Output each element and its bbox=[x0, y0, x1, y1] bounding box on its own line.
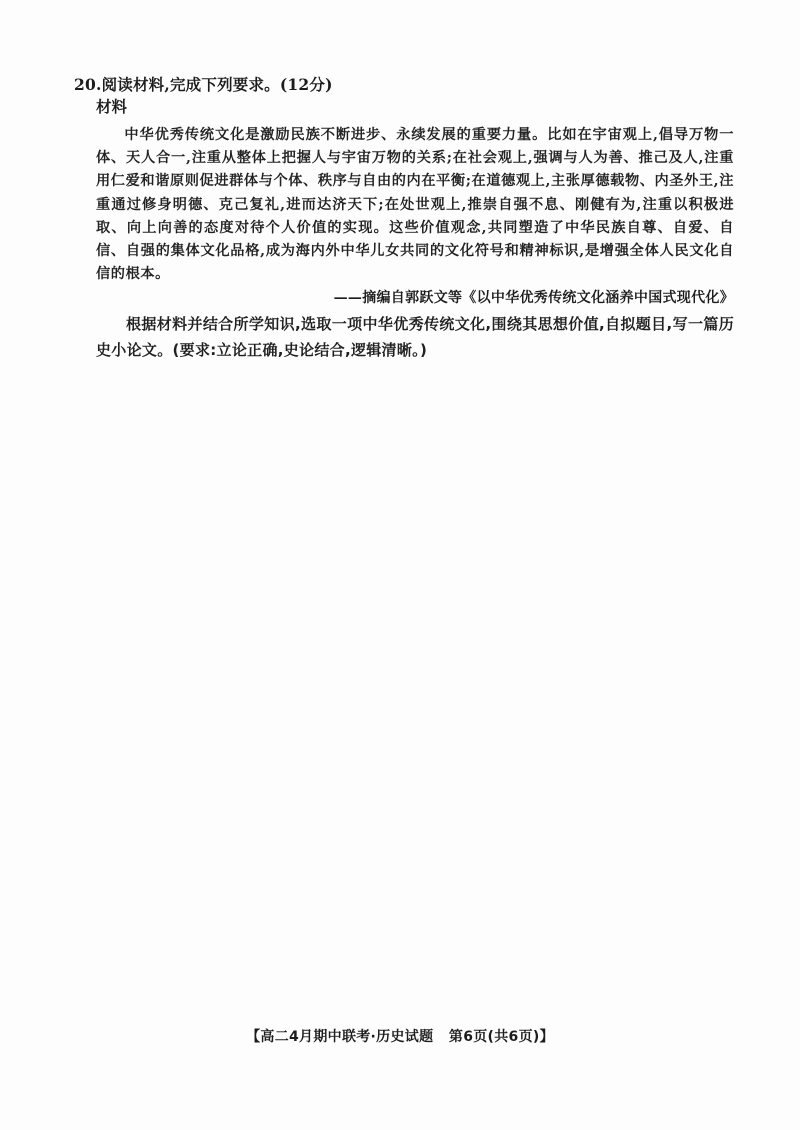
footer-text: 【高二4月期中联考·历史试题 第6页(共6页)】 bbox=[246, 1029, 554, 1045]
material-source: ——摘编自郭跃文等《以中华优秀传统文化涵养中国式现代化》 bbox=[333, 290, 734, 307]
page-footer bbox=[0, 1026, 800, 1046]
question-20 bbox=[74, 74, 734, 363]
question-header: 20.阅读材料,完成下列要求。(12分) bbox=[74, 75, 333, 94]
material-title: 材料 bbox=[96, 97, 128, 116]
question-task: 根据材料并结合所学知识,选取一项中华优秀传统文化,围绕其思想价值,自拟题目,写一篇历史小论文。(要求:立论正确,史论结合,逻辑清晰。) bbox=[96, 315, 734, 359]
material-text: 中华优秀传统文化是激励民族不断进步、永续发展的重要力量。比如在宇宙观上,倡导万物一体、天人合一,注重从整体上把握人与宇宙万物的关系;在社会观上,强调与人为善、推己及人,注重用仁爱和谐原则促进群体与个体、秩序与自由的内在平衡;在道德观上,主张厚德载物、内圣外王,注重通过修身明德、克己复礼,进而达济天下;在处世观上,推崇自强不息、刚健有为,注重以积极进取、向上向善的态度对待个人价值的实现。这些价值观念,共同塑造了中华民族自尊、自爱、自信、自强的集体文化品格,成为海内外中华儿女共同的文化符号和精神标识,是增强全体人民文化自信的根本。 bbox=[96, 127, 734, 283]
